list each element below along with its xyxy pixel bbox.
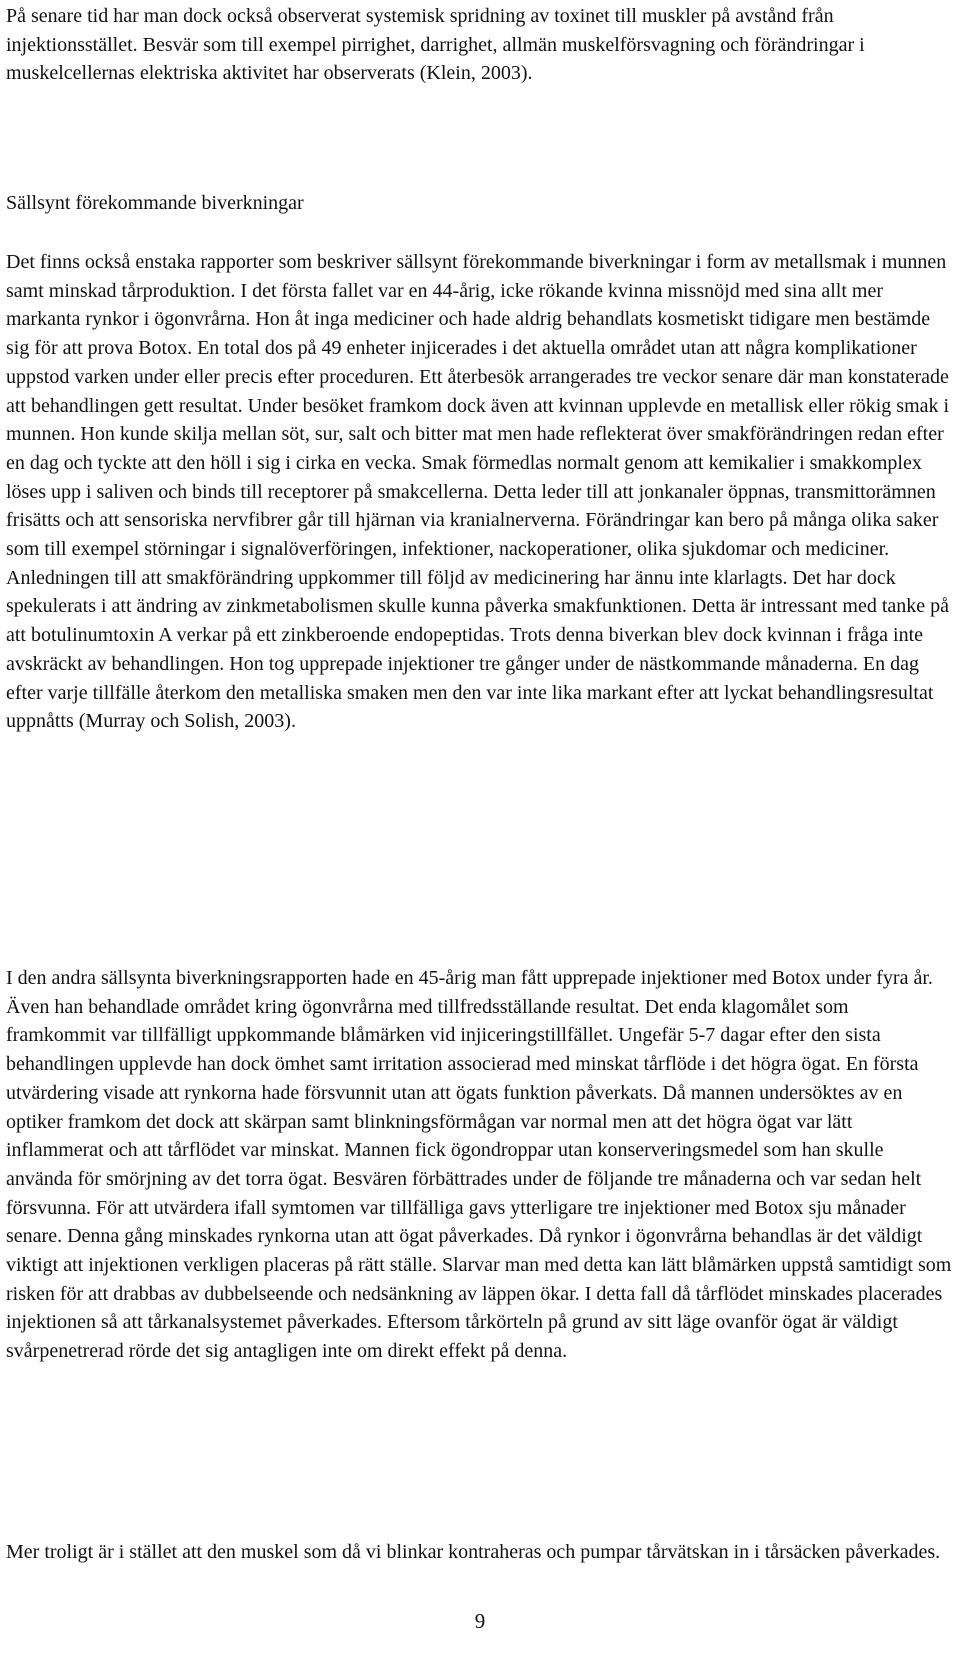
case-two-paragraph: I den andra sällsynta biverkningsrapporten hade en 45-årig man fått upprepade injektioner med Botox under fyra år. Även han behandlade området kring ögonvrårna med tillfredsställande resultat. Det enda klagomålet som framkommit var tillfälligt uppkommande blåmärken vid injiceringstillfället. Ungefär 5-7 dagar efter den sista behandlingen upplevde han dock ömhet samt irritation associerad med minskat tårflöde i det högra ögat. En första utvärdering visade att rynkorna hade försvunnit utan att ögats funktion påverkats. Då mannen undersöktes av en optiker framkom det dock att skärpan samt blinkningsförmågan var normal men att det högra ögat var lätt inflammerat och att tårflödet var minskat. Mannen fick ögondroppar utan konserveringsmedel som han skulle använda för smörjning av det torra ögat. Besvären förbättrades under de följande tre månaderna och var sedan helt försvunna. För att utvärdera ifall symtomen var tillfälliga gavs ytterligare tre injektioner med Botox sju månader senare. Denna gång minskades rynkorna utan att ögat påverkades. Då rynkor i ögonvrårna behandlas är det väldigt viktigt att injektionen verkligen placeras på rätt ställe. Slarvar man med detta kan lätt blåmärken uppstå samtidigt som risken för att drabbas av dubbelseende och nedsänkning av läppen ökar. I detta fall då tårflödet minskades placerades injektionen så att tårkanalsystemet påverkades. Eftersom tårkörteln på grund av sitt läge ovanför ögat är väldigt svårpenetrerad rörde det sig antagligen inte om direkt effekt på denna.: [6, 967, 952, 1363]
page-number: 9: [474, 1609, 486, 1633]
section-heading: Sällsynt förekommande biverkningar: [6, 192, 304, 214]
case-one-paragraph: Det finns också enstaka rapporter som beskriver sällsynt förekommande biverkningar i form av metallsmak i munnen samt minskad tårproduktion. I det första fallet var en 44-årig, icke rökande kvinna missnöjd med sina allt mer markanta rynkor i ögonvrårna. Hon åt inga mediciner och hade aldrig behandlats kosmetiskt tidigare men bestämde sig för att prova Botox. En total dos på 49 enheter injicerades i det aktuella området utan att några komplikationer uppstod varken under eller precis efter proceduren. Ett återbesök arrangerades tre veckor senare där man konstaterade att behandlingen gett resultat. Under besöket framkom dock även att kvinnan upplevde en metallisk eller rökig smak i munnen. Hon kunde skilja mellan söt, sur, salt och bitter mat men hade reflekterat över smakförändringen redan efter en dag och tyckte att den höll i sig i cirka en vecka. Smak förmedlas normalt genom att kemikalier i smakkomplex löses upp i saliven och binds till receptorer på smakcellerna. Detta leder till att jonkanaler öppnas, transmittorämnen frisätts och att sensoriska nervfibrer går till hjärnan via kranialnerverna. Förändringar kan bero på många olika saker som till exempel störningar i signalöverföringen, infektioner, nackoperationer, olika sjukdomar och mediciner. Anledningen till att smakförändring uppkommer till följd av medicinering har ännu inte klarlagts. Det har dock spekulerats i att ändring av zinkmetabolismen skulle kunna påverka smakfunktionen. Detta är intressant med tanke på att botulinumtoxin A verkar på ett zinkberoende endopeptidas. Trots denna biverkan blev dock kvinnan i fråga inte avskräckt av behandlingen. Hon tog upprepade injektioner tre gånger under de nästkommande månaderna. En dag efter varje tillfälle återkom den metalliska smaken men den var inte lika markant efter att lyckat behandlingsresultat uppnåtts (Murray och Solish, 2003).: [6, 251, 950, 733]
closing-paragraph: Mer troligt är i stället att den muskel som då vi blinkar kontraheras och pumpar tårvätskan in i tårsäcken påverkades.: [6, 1541, 941, 1563]
document-page: [6, 0, 954, 1655]
intro-paragraph: På senare tid har man dock också observerat systemisk spridning av toxinet till muskler på avstånd från injektionsstället. Besvär som till exempel pirrighet, darrighet, allmän muskelförsvagning och förändringar i muskelcellernas elektriska aktivitet har observerats (Klein, 2003).: [6, 5, 865, 85]
